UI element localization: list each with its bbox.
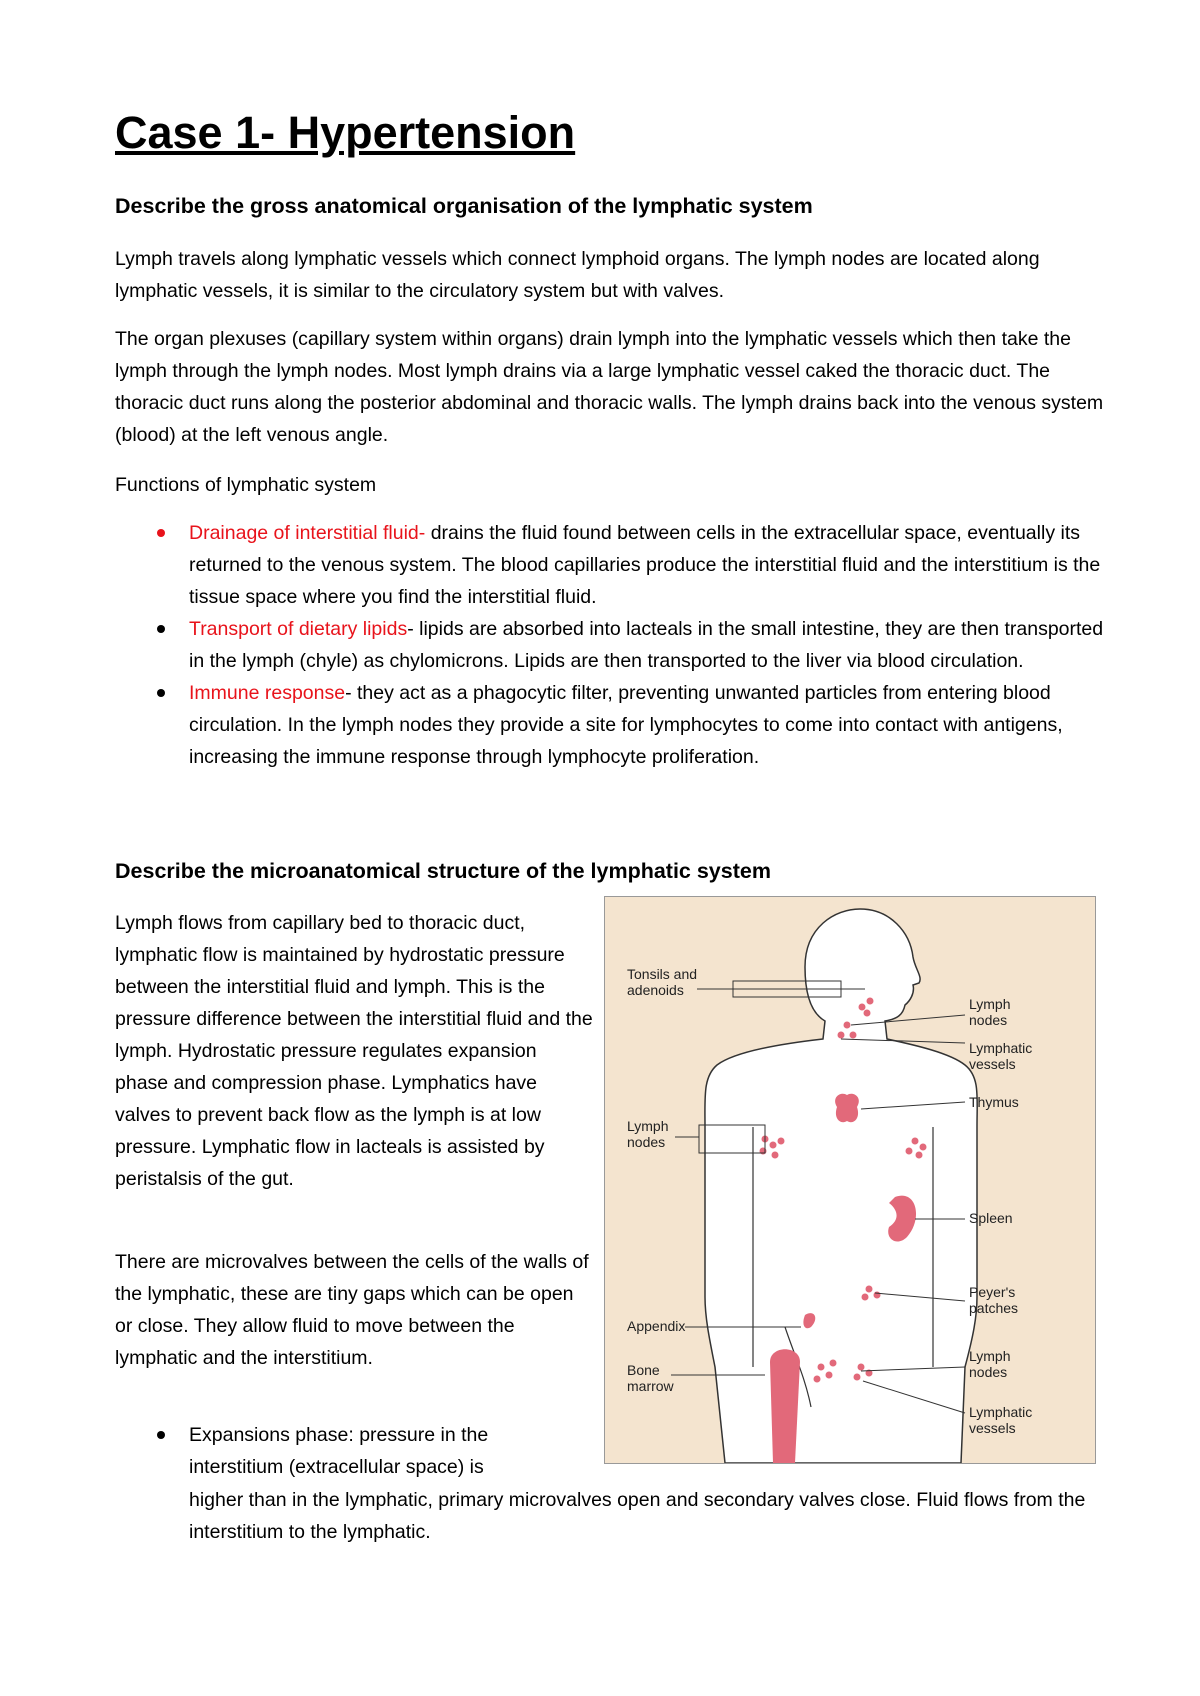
function-term: Drainage of interstitial fluid- bbox=[189, 522, 426, 544]
label-tonsils-2: adenoids bbox=[627, 982, 684, 998]
bullet-icon bbox=[157, 1431, 165, 1439]
section-heading-gross-anatomy: Describe the gross anatomical organisation of the lymphatic system bbox=[115, 194, 813, 218]
lymphatic-system-diagram bbox=[604, 896, 1096, 1464]
label-peyers-patches-2: patches bbox=[969, 1300, 1019, 1316]
paragraph-lymph-vessels: Lymph travels along lymphatic vessels which connect lymphoid organs. The lymph nodes are located along lymphatic vessels, it is similar to the circulatory system but with valves. bbox=[115, 248, 1040, 302]
label-tonsils: Tonsils and bbox=[627, 966, 698, 982]
label-lymphatic-vessels-top: Lymphatic bbox=[969, 1040, 1033, 1056]
label-bone-marrow-2: marrow bbox=[627, 1378, 674, 1394]
function-term: Transport of dietary lipids bbox=[189, 618, 408, 640]
phase-text-head: Expansions phase: pressure in the interstitium (extracellular space) is bbox=[189, 1424, 489, 1478]
function-text: drains the fluid found between cells in the extracellular space, eventually its returned to the venous system. The blood capillaries produce the interstitial fluid and the interstitium is the tissue space where you find the interstitial fluid. bbox=[189, 522, 1101, 608]
label-lymph-nodes-groin: Lymph bbox=[969, 1348, 1011, 1364]
label-lymph-nodes-arm-2: nodes bbox=[627, 1134, 666, 1150]
bone-marrow-organ bbox=[770, 1349, 800, 1463]
phase-text-tail: higher than in the lymphatic, primary microvalves open and secondary valves close. Fluid flows from the interstitium to the lymphatic. bbox=[189, 1489, 1086, 1543]
label-lymph-nodes-groin-2: nodes bbox=[969, 1364, 1008, 1380]
bullet-icon bbox=[157, 529, 165, 537]
bullet-icon bbox=[157, 689, 165, 697]
label-lymph-nodes-arm: Lymph bbox=[627, 1118, 669, 1134]
label-spleen: Spleen bbox=[969, 1210, 1013, 1226]
function-text: - they act as a phagocytic filter, preventing unwanted particles from entering blood circulation. In the lymph nodes they provide a site for lymphocytes to come into contact with antigens, increasing the immune response through lymphocyte proliferation. bbox=[189, 682, 1063, 768]
thymus-organ bbox=[835, 1094, 859, 1122]
list-item bbox=[115, 1419, 585, 1483]
body-diagram-svg bbox=[605, 897, 1095, 1463]
label-peyers-patches: Peyer's bbox=[969, 1284, 1016, 1300]
section-heading-microanatomy: Describe the microanatomical structure of the lymphatic system bbox=[115, 859, 771, 883]
phase-list bbox=[115, 1419, 585, 1483]
label-lymphatic-vessels-bottom: Lymphatic bbox=[969, 1404, 1033, 1420]
paragraph-organ-plexuses: The organ plexuses (capillary system within organs) drain lymph into the lymphatic vessels which then take the lymph through the lymph nodes. Most lymph drains via a large lymphatic vessel caked the thoracic duct. The thoracic duct runs along the posterior abdominal and thoracic walls. The lymph drains back into the venous system (blood) at the left venous angle. bbox=[115, 328, 1104, 446]
label-appendix: Appendix bbox=[627, 1318, 686, 1334]
function-term: Immune response bbox=[189, 682, 346, 704]
label-lymph-nodes-neck-2: nodes bbox=[969, 1012, 1008, 1028]
label-thymus: Thymus bbox=[969, 1094, 1019, 1110]
bullet-icon bbox=[157, 625, 165, 633]
label-lymph-nodes-neck: Lymph bbox=[969, 996, 1011, 1012]
label-bone-marrow: Bone bbox=[627, 1362, 660, 1378]
list-item bbox=[115, 613, 1115, 677]
page-title: Case 1- Hypertension bbox=[115, 107, 576, 158]
paragraph-microvalves: There are microvalves between the cells of the walls of the lymphatic, these are tiny gaps which can be open or close. They allow fluid to move between the lymphatic and the interstitium. bbox=[115, 1251, 589, 1369]
label-lymphatic-vessels-top-2: vessels bbox=[969, 1056, 1016, 1072]
functions-label: Functions of lymphatic system bbox=[115, 474, 377, 496]
paragraph-lymph-flow: Lymph flows from capillary bed to thoracic duct, lymphatic flow is maintained by hydrostatic pressure between the interstitial fluid and lymph. This is the pressure difference between the interstitial fluid and the lymph. Hydrostatic pressure regulates expansion phase and compression phase. Lymphatics have valves to prevent back flow as the lymph is at low pressure. Lymphatic flow in lacteals is assisted by peristalsis of the gut. bbox=[115, 912, 593, 1190]
list-item bbox=[115, 677, 1115, 773]
label-lymphatic-vessels-bottom-2: vessels bbox=[969, 1420, 1016, 1436]
function-text: - lipids are absorbed into lacteals in the small intestine, they are then transported in the lymph (chyle) as chylomicrons. Lipids are then transported to the liver via blood circulation. bbox=[189, 618, 1104, 672]
list-item bbox=[115, 517, 1115, 613]
functions-list bbox=[115, 517, 1115, 773]
